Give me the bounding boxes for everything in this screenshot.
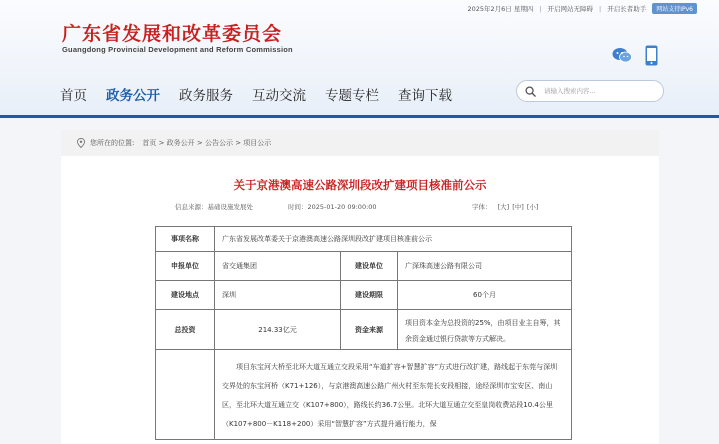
search-box (516, 80, 664, 102)
nav-item-home[interactable]: 首页 (60, 88, 87, 104)
nav-item-interaction[interactable]: 互动交流 (252, 88, 306, 104)
applicant-label: 申报单位 (156, 252, 215, 281)
nav-item-query-download[interactable]: 查询下载 (398, 88, 452, 104)
breadcrumb-path[interactable]: 首页 > 政务公开 > 公告公示 > 项目公示 (142, 139, 272, 147)
top-utility-bar: 2025年2月6日 星期四 | 开启网站无障碍 | 开启长者助手 网站支持IPv6 (467, 3, 697, 14)
investment-label: 总投资 (156, 310, 215, 350)
wechat-icon[interactable] (612, 47, 632, 63)
header-divider (0, 115, 719, 118)
site-logo-title[interactable]: 广东省发展和改革委员会 (62, 23, 283, 45)
table-row (156, 227, 572, 252)
nav-item-special-topics[interactable]: 专题专栏 (325, 88, 379, 104)
table-row (156, 281, 572, 310)
mobile-icon[interactable] (645, 45, 658, 66)
nav-item-gov-services[interactable]: 政务服务 (179, 88, 233, 104)
font-size-medium[interactable]: [中] (512, 203, 524, 211)
article-source: 信息来源：基础设施发展处 (175, 203, 253, 211)
current-date: 2025年2月6日 星期四 (467, 5, 534, 13)
applicant-value: 省交通集团 (215, 252, 341, 281)
funding-label: 资金来源 (341, 310, 398, 350)
breadcrumb (61, 130, 659, 156)
project-info-table (155, 226, 572, 440)
font-size-switcher (472, 202, 538, 211)
description-empty-cell (156, 350, 215, 440)
article-meta (61, 202, 659, 212)
table-row (156, 350, 572, 440)
location-value: 深圳 (215, 281, 341, 310)
project-description: 项目东宝河大桥至北环大道互通立交段采用“车道扩容+智慧扩容”方式进行改扩建，路线起于东莞与深圳交界处的东宝河桥（K71+126），与京港澳高速公路广州火村至东莞长安段相接，途经深圳市宝安区、南山区，至北环大道互通立交（K107+800），路线长约36.7公里。北环大道互通立交至皇岗收费站段10.4公里（K107+800－K118+200）采用“智慧扩容”方式提升通行能力，保 (222, 363, 558, 428)
font-size-large[interactable]: [大] (497, 203, 510, 211)
builder-value: 广深珠高速公路有限公司 (398, 252, 572, 281)
location-label: 建设地点 (156, 281, 215, 310)
nav-item-gov-affairs-public[interactable]: 政务公开 (106, 88, 160, 104)
funding-value: 项目资本金为总投资的25%，由项目业主自筹，其余资金通过银行贷款等方式解决。 (398, 310, 572, 350)
period-value: 60个月 (398, 281, 572, 310)
investment-value: 214.33亿元 (215, 310, 341, 350)
search-icon[interactable] (525, 86, 536, 97)
table-row (156, 310, 572, 350)
elder-assistant-link[interactable]: 开启长者助手 (607, 5, 647, 13)
search-input[interactable] (544, 87, 654, 95)
project-name-value: 广东省发展改革委关于京港澳高速公路深圳段改扩建项目核准前公示 (215, 227, 572, 252)
location-pin-icon (77, 138, 85, 148)
breadcrumb-label: 您所在的位置: (90, 139, 135, 147)
project-name-label: 事项名称 (156, 227, 215, 252)
builder-label: 建设单位 (341, 252, 398, 281)
main-content (61, 130, 659, 444)
site-logo-subtitle: Guangdong Provincial Development and Reform Commission (62, 45, 293, 54)
main-nav (60, 84, 471, 104)
article-title: 关于京港澳高速公路深圳段改扩建项目核准前公示 (233, 178, 487, 192)
font-size-small[interactable]: [小] (526, 203, 539, 211)
site-header (0, 0, 719, 118)
article-time: 时间：2025-01-20 09:00:00 (288, 203, 377, 211)
table-row (156, 252, 572, 281)
accessibility-link[interactable]: 开启网站无障碍 (547, 5, 594, 13)
ipv6-badge: 网站支持IPv6 (652, 3, 697, 14)
period-label: 建设期限 (341, 281, 398, 310)
font-size-label: 字体： (472, 203, 492, 211)
